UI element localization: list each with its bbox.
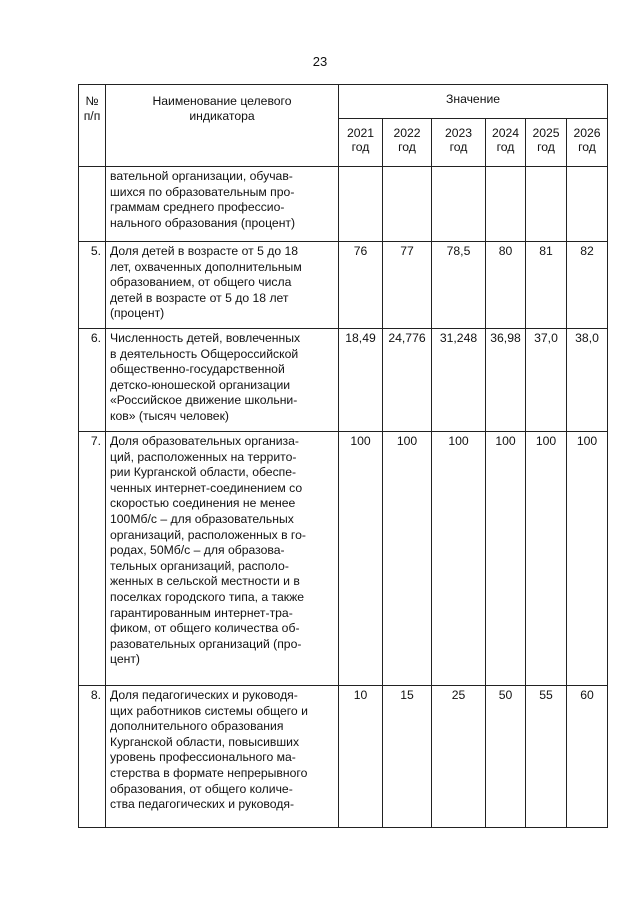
year-unit: год [578, 140, 596, 154]
header-year [486, 119, 526, 167]
row-value: 50 [486, 686, 526, 828]
row-name-text: Доля детей в возрасте от 5 до 18 лет, охваченных дополнительным образованием, от общего числа детей в возрасте от 5 до 18 лет (процент) [110, 244, 302, 321]
row-value: 18,49 [339, 329, 383, 432]
row-name [106, 432, 339, 686]
year-unit: год [449, 140, 468, 154]
year-unit: год [398, 140, 416, 154]
year-label: 2024 [491, 126, 520, 140]
row-value [567, 167, 608, 242]
row-value [432, 167, 486, 242]
row-value: 100 [432, 432, 486, 686]
row-value: 100 [567, 432, 608, 686]
year-unit: год [351, 140, 370, 154]
row-value: 81 [526, 242, 567, 329]
year-label: 2023 [444, 126, 473, 140]
table-row [79, 167, 608, 242]
table-row [79, 432, 608, 686]
row-value: 55 [526, 686, 567, 828]
row-value: 38,0 [567, 329, 608, 432]
year-label: 2026 [573, 126, 601, 140]
header-year [432, 119, 486, 167]
header-year [567, 119, 608, 167]
row-num: 8. [79, 686, 106, 828]
row-value: 78,5 [432, 242, 486, 329]
row-name [106, 242, 339, 329]
indicator-table [78, 84, 608, 828]
row-value: 77 [383, 242, 432, 329]
year-unit: год [537, 140, 555, 154]
row-num: 5. [79, 242, 106, 329]
table-row [79, 329, 608, 432]
header-year [526, 119, 567, 167]
row-value [486, 167, 526, 242]
row-value: 80 [486, 242, 526, 329]
row-num: 6. [79, 329, 106, 432]
row-value: 76 [339, 242, 383, 329]
row-value: 100 [526, 432, 567, 686]
header-year [339, 119, 383, 167]
row-value: 31,248 [432, 329, 486, 432]
header-name: Наименование целевого индикатора [106, 85, 339, 167]
row-value: 82 [567, 242, 608, 329]
row-value: 24,776 [383, 329, 432, 432]
table-row [79, 686, 608, 828]
row-value: 100 [383, 432, 432, 686]
row-value: 60 [567, 686, 608, 828]
row-value: 15 [383, 686, 432, 828]
row-num: 7. [79, 432, 106, 686]
row-num [79, 167, 106, 242]
header-year [383, 119, 432, 167]
row-value: 25 [432, 686, 486, 828]
row-name-text: Доля образовательных организа- ций, расположенных на террито- рии Курганской области, обеспе- ченных интернет-соединением со скоростью соединения не менее 100Мб/с – для образовательных организаций, расположенных в го- родах, 50Мб/с – для образова- тельных организаций, располо- женных в сельской местности и в поселках городского типа, а также гарантированным интернет-тра- фиком, от общего количества об- разовательных организаций (про- цент) [110, 434, 306, 667]
row-value [383, 167, 432, 242]
row-name-text: вательной организации, обучав- шихся по образовательным про- граммам среднего профессио- нального образования (процент) [110, 169, 296, 230]
year-label: 2021 [346, 126, 375, 140]
row-value: 10 [339, 686, 383, 828]
row-value: 100 [339, 432, 383, 686]
row-value [339, 167, 383, 242]
row-name [106, 167, 339, 242]
header-row [79, 85, 608, 119]
row-value [526, 167, 567, 242]
row-value: 36,98 [486, 329, 526, 432]
header-value-group: Значение [339, 85, 608, 119]
row-name-text: Численность детей, вовлеченных в деятельность Общероссийской общественно-государственной детско-юношеской организации «Российское движение школьни- ков» (тысяч человек) [110, 331, 301, 423]
row-value: 37,0 [526, 329, 567, 432]
page-number: 23 [312, 54, 328, 69]
year-label: 2025 [532, 126, 560, 140]
year-unit: год [496, 140, 515, 154]
header-num: № п/п [79, 85, 106, 167]
row-name [106, 686, 339, 828]
row-value: 100 [486, 432, 526, 686]
table-row [79, 242, 608, 329]
row-name [106, 329, 339, 432]
year-label: 2022 [393, 126, 421, 140]
row-name-text: Доля педагогических и руководя- щих работников системы общего и дополнительного образования Курганской области, повысивших уровень профессионального ма- стерства в формате непрерывного образования, от общего количе- ства педагогических и руководя- [110, 688, 308, 812]
